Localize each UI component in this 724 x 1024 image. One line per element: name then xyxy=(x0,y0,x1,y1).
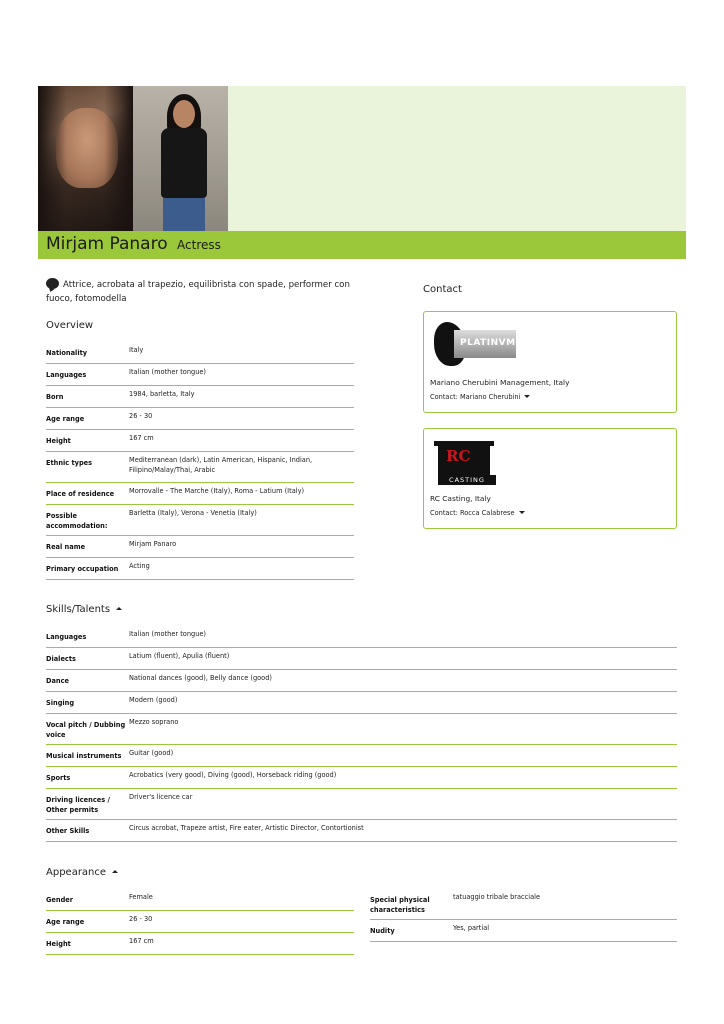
row-value: Italy xyxy=(129,346,144,354)
table-row xyxy=(46,692,677,714)
chevron-down-icon xyxy=(519,511,525,514)
row-label: Height xyxy=(46,940,71,948)
row-value: Acrobatics (very good), Diving (good), Horseback riding (good) xyxy=(129,771,337,779)
row-label: Dance xyxy=(46,677,69,685)
row-value: Female xyxy=(129,893,153,901)
row-value: 167 cm xyxy=(129,434,154,442)
row-label: Primary occupation xyxy=(46,565,119,573)
appearance-table-right xyxy=(370,889,677,942)
row-label: Special physical characteristics xyxy=(370,896,430,914)
row-label: Musical instruments xyxy=(46,752,122,760)
row-value: 1984, barletta, Italy xyxy=(129,390,195,398)
row-label: Other Skills xyxy=(46,827,90,835)
row-label: Gender xyxy=(46,896,74,904)
overview-title-text: Overview xyxy=(46,320,94,331)
row-value: Guitar (good) xyxy=(129,749,174,757)
row-value: Yes, partial xyxy=(453,924,490,932)
row-label: Vocal pitch / Dubbing voice xyxy=(46,721,126,739)
agency-contact-text: Contact: Rocca Calabrese xyxy=(430,509,515,517)
table-row xyxy=(46,558,354,580)
contact-card-platinum[interactable] xyxy=(423,311,677,413)
appearance-title-text: Appearance xyxy=(46,867,107,878)
agency-contact[interactable] xyxy=(430,509,525,517)
row-label: Languages xyxy=(46,633,87,641)
table-row xyxy=(46,626,677,648)
appearance-table-left xyxy=(46,889,354,955)
logo-band: CASTING xyxy=(438,475,496,485)
table-row xyxy=(46,505,354,536)
skills-title[interactable] xyxy=(46,604,122,615)
row-value: Barletta (Italy), Verona - Venetia (Italy) xyxy=(129,509,257,517)
profile-photo-portrait[interactable] xyxy=(38,86,133,231)
table-row xyxy=(46,452,354,483)
table-row xyxy=(46,342,354,364)
profile-name-line xyxy=(46,234,221,254)
overview-title xyxy=(46,320,93,331)
profile-name: Mirjam Panaro xyxy=(46,234,168,254)
agency-contact[interactable] xyxy=(430,393,530,401)
table-row xyxy=(46,767,677,789)
row-value: Acting xyxy=(129,562,150,570)
name-bar xyxy=(38,231,686,259)
table-row xyxy=(46,911,354,933)
contact-title: Contact xyxy=(423,284,462,295)
row-value: Italian (mother tongue) xyxy=(129,630,207,638)
table-row xyxy=(46,789,677,820)
table-row xyxy=(46,820,677,842)
row-label: Languages xyxy=(46,371,87,379)
row-label: Dialects xyxy=(46,655,76,663)
table-row xyxy=(46,670,677,692)
photo-legs xyxy=(163,198,205,231)
skills-table xyxy=(46,626,677,842)
table-row xyxy=(46,483,354,505)
table-row xyxy=(370,889,677,920)
row-label: Age range xyxy=(46,415,85,423)
photo-hair xyxy=(38,86,133,231)
chevron-down-icon xyxy=(524,395,530,398)
rc-casting-logo[interactable] xyxy=(432,437,500,489)
row-label: Possible accommodation: xyxy=(46,512,108,530)
table-row xyxy=(46,430,354,452)
photo-head xyxy=(173,100,195,128)
profile-photo-fullbody[interactable] xyxy=(133,86,228,231)
row-value: 167 cm xyxy=(129,937,154,945)
row-value: Mirjam Panaro xyxy=(129,540,177,548)
table-row xyxy=(370,920,677,942)
appearance-title[interactable] xyxy=(46,867,118,878)
table-row xyxy=(46,364,354,386)
table-row xyxy=(46,386,354,408)
agency-name[interactable]: Mariano Cherubini Management, Italy xyxy=(430,378,570,387)
intro-copy: Attrice, acrobata al trapezio, equilibrista con spade, performer con fuoco, fotomodella xyxy=(46,280,350,304)
row-value: 26 - 30 xyxy=(129,412,153,420)
table-row xyxy=(46,648,677,670)
row-value: Circus acrobat, Trapeze artist, Fire eater, Artistic Director, Contortionist xyxy=(129,824,364,832)
row-value: Modern (good) xyxy=(129,696,178,704)
row-label: Place of residence xyxy=(46,490,115,498)
row-label: Age range xyxy=(46,918,85,926)
platinum-logo[interactable] xyxy=(432,320,518,370)
overview-table xyxy=(46,342,354,580)
row-label: Born xyxy=(46,393,64,401)
intro-text xyxy=(46,278,356,306)
row-value: Italian (mother tongue) xyxy=(129,368,207,376)
row-label: Real name xyxy=(46,543,86,551)
row-value: Mediterranean (dark), Latin American, Hispanic, Indian, Filipino/Malay/Thai, Arabic xyxy=(129,456,313,474)
table-row xyxy=(46,933,354,955)
profile-role: Actress xyxy=(177,238,221,252)
chevron-up-icon xyxy=(112,870,118,873)
row-value: tatuaggio tribale bracciale xyxy=(453,893,541,901)
row-label: Nudity xyxy=(370,927,395,935)
row-value: National dances (good), Belly dance (good) xyxy=(129,674,272,682)
row-label: Driving licences / Other permits xyxy=(46,796,110,814)
agency-name[interactable]: RC Casting, Italy xyxy=(430,494,491,503)
row-value: Driver's licence car xyxy=(129,793,193,801)
row-label: Height xyxy=(46,437,71,445)
table-row xyxy=(46,408,354,430)
table-row xyxy=(46,745,677,767)
row-value: Mezzo soprano xyxy=(129,718,179,726)
table-row xyxy=(46,889,354,911)
row-label: Ethnic types xyxy=(46,459,93,467)
logo-letters: RC xyxy=(446,447,471,465)
logo-text: PLATINVM xyxy=(460,338,516,348)
row-label: Nationality xyxy=(46,349,88,357)
contact-card-rc[interactable] xyxy=(423,428,677,529)
speech-bubble-icon xyxy=(46,278,59,289)
row-value: Morrovalle - The Marche (Italy), Roma - Latium (Italy) xyxy=(129,487,305,495)
row-value: Latium (fluent), Apulia (fluent) xyxy=(129,652,230,660)
agency-contact-text: Contact: Mariano Cherubini xyxy=(430,393,521,401)
table-row xyxy=(46,536,354,558)
table-row xyxy=(46,714,677,745)
chevron-up-icon xyxy=(116,607,122,610)
photo-body xyxy=(161,128,207,198)
skills-title-text: Skills/Talents xyxy=(46,604,111,615)
row-value: 26 - 30 xyxy=(129,915,153,923)
row-label: Singing xyxy=(46,699,75,707)
row-label: Sports xyxy=(46,774,71,782)
